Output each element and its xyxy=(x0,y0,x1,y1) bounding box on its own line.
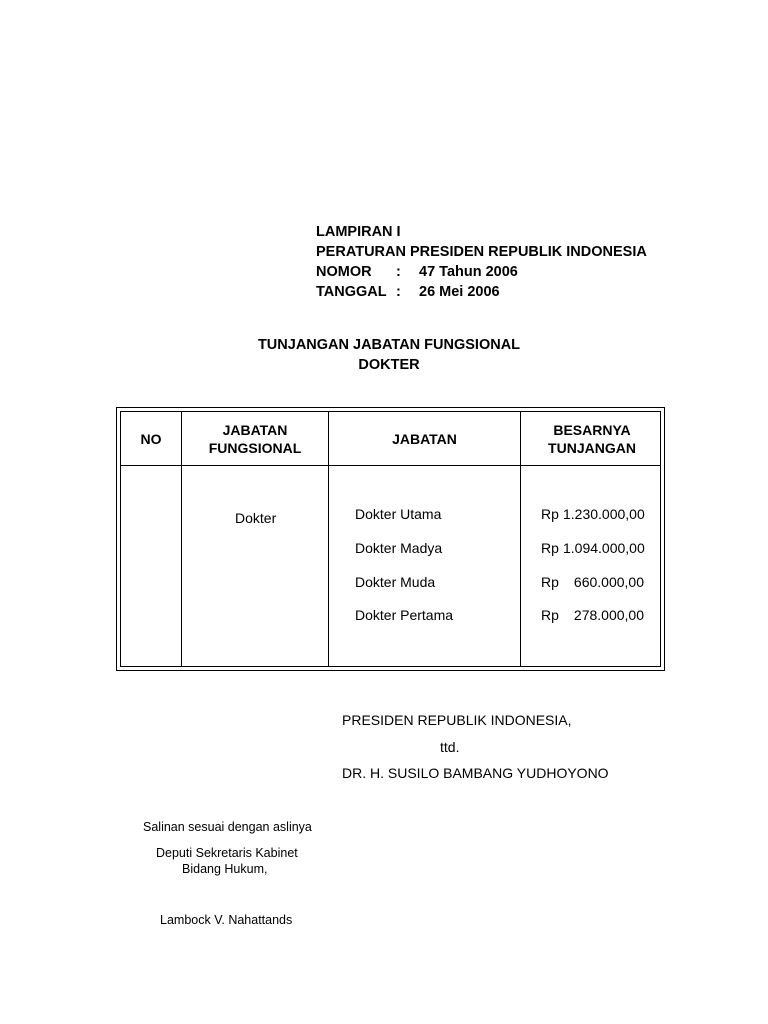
attachment-label: LAMPIRAN I xyxy=(316,224,401,240)
header-jabatan: JABATAN xyxy=(392,430,457,447)
currency-label: Rp xyxy=(541,540,559,556)
table-row-amount xyxy=(541,505,644,523)
allowance-table xyxy=(116,407,665,671)
amount-value: 1.094.000,00 xyxy=(563,540,645,556)
regulation-date xyxy=(316,282,500,302)
amount-value: 660.000,00 xyxy=(573,574,644,590)
currency-label: Rp xyxy=(541,574,559,590)
table-row-jabatan: Dokter Madya xyxy=(355,540,443,556)
document-subtitle: DOKTER xyxy=(358,357,420,373)
amount-value: 278.000,00 xyxy=(573,607,644,623)
allowance-table-grid xyxy=(120,411,661,667)
copy-note: Salinan sesuai dengan aslinya xyxy=(143,820,312,834)
header-besarnya-line2: TUNJANGAN xyxy=(548,439,636,456)
signatory-name: DR. H. SUSILO BAMBANG YUDHOYONO xyxy=(342,765,609,781)
amount-value: 1.230.000,00 xyxy=(563,506,645,522)
document-title: TUNJANGAN JABATAN FUNGSIONAL xyxy=(257,337,521,353)
table-row-jabatan: Dokter Muda xyxy=(355,574,436,590)
nomor-label: NOMOR xyxy=(316,264,372,280)
table-row-jabatan: Dokter Utama xyxy=(355,506,442,522)
currency-label: Rp xyxy=(541,607,559,623)
header-besarnya-line1: BESARNYA xyxy=(553,421,631,438)
copy-signatory-name: Lambock V. Nahattands xyxy=(160,913,293,927)
nomor-value: 47 Tahun 2006 xyxy=(419,264,518,280)
tanggal-label: TANGGAL xyxy=(316,284,387,300)
table-row-amount xyxy=(541,539,644,557)
regulation-number xyxy=(316,262,518,282)
copy-position-line2: Bidang Hukum, xyxy=(182,862,268,876)
tanggal-separator: : xyxy=(396,284,401,300)
table-row-amount xyxy=(541,606,644,624)
tanggal-value: 26 Mei 2006 xyxy=(419,284,500,300)
header-jabatan-fungsional-line1: JABATAN xyxy=(222,421,288,438)
currency-label: Rp xyxy=(541,506,559,522)
header-divider xyxy=(121,465,660,466)
signatory-title: PRESIDEN REPUBLIK INDONESIA, xyxy=(342,712,572,728)
header-no: NO xyxy=(140,430,162,447)
table-row-amount xyxy=(541,573,644,591)
regulation-title: PERATURAN PRESIDEN REPUBLIK INDONESIA xyxy=(316,244,647,260)
signed-mark: ttd. xyxy=(440,739,460,755)
nomor-separator: : xyxy=(396,264,401,280)
fungsional-value: Dokter xyxy=(235,510,277,526)
header-besarnya-tunjangan xyxy=(521,412,663,465)
copy-position-line1: Deputi Sekretaris Kabinet xyxy=(156,846,298,860)
header-jabatan-fungsional-line2: FUNGSIONAL xyxy=(208,439,302,456)
header-jabatan-fungsional xyxy=(182,412,328,465)
table-row-jabatan: Dokter Pertama xyxy=(355,607,454,623)
